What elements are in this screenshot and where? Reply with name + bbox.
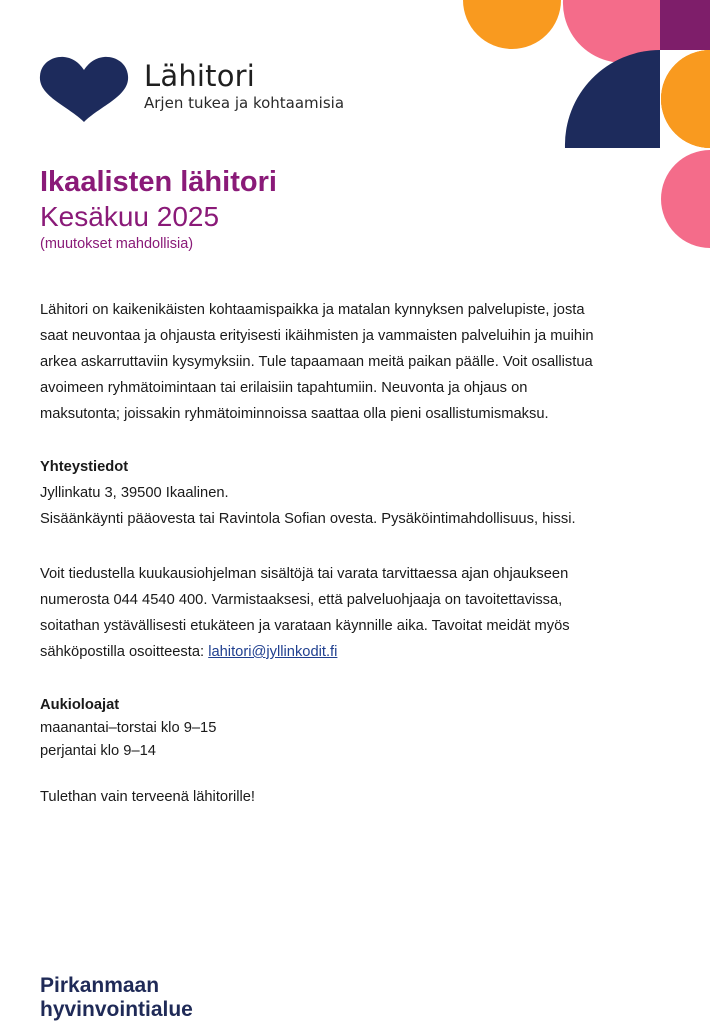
- pink-semicircle-shape: [661, 150, 710, 248]
- page-subtitle: Kesäkuu 2025: [40, 201, 220, 232]
- page-title: Ikaalisten lähitori: [40, 166, 277, 198]
- intro-line: arkea askarruttaviin kysymyksiin. Tule tapaamaan meitä paikan päälle. Voit osallistua: [40, 354, 593, 370]
- logo-tagline: Arjen tukea ja kohtaamisia: [144, 94, 345, 112]
- orange-semicircle-shape: [463, 0, 561, 49]
- info-line: numerosta 044 4540 400. Varmistaaksesi, että palveluohjaaja on tavoitettavissa,: [40, 592, 563, 608]
- changes-note: (muutokset mahdollisia): [40, 236, 194, 252]
- closing-text: Tulethan vain terveenä lähitorille!: [40, 789, 255, 805]
- hours-line: perjantai klo 9–14: [40, 743, 156, 759]
- info-line: Voit tiedustella kuukausiohjelman sisältöjä tai varata tarvittaessa ajan ohjaukseen: [40, 566, 569, 582]
- contact-address: Jyllinkatu 3, 39500 Ikaalinen.: [40, 485, 229, 501]
- info-line: soitathan ystävällisesti etukäteen ja varataan käynnille aika. Tavoitat meidät myös: [40, 618, 570, 634]
- footer-logo: [40, 974, 193, 1022]
- intro-line: avoimeen ryhmätoimintaan tai erilaisiin tapahtumiin. Neuvonta ja ohjaus on: [40, 380, 528, 396]
- info-paragraph: [40, 561, 680, 665]
- intro-line: maksutonta; joissakin ryhmätoiminnoissa saattaa olla pieni osallistumismaksu.: [40, 406, 549, 422]
- email-prefix: sähköpostilla osoitteesta:: [40, 644, 209, 660]
- intro-line: Lähitori on kaikenikäisten kohtaamispaikka ja matalan kynnyksen palvelupiste, josta: [40, 302, 585, 318]
- intro-paragraph: [40, 297, 680, 427]
- hours-heading: Aukioloajat: [40, 697, 120, 713]
- footer-logo-line: Pirkanmaan: [40, 974, 160, 997]
- intro-line: saat neuvontaa ja ohjausta erityisesti ikäihmisten ja vammaisten palveluihin ja muihin: [40, 328, 594, 344]
- contact-heading: Yhteystiedot: [40, 459, 129, 475]
- purple-block-shape: [660, 0, 710, 50]
- logo-name: Lähitori: [144, 59, 256, 93]
- orange-round-shape: [661, 50, 710, 148]
- hours-line: maanantai–torstai klo 9–15: [40, 720, 217, 736]
- info-email-line: [40, 639, 680, 665]
- heart-icon: [38, 56, 130, 124]
- email-link[interactable]: lahitori@jyllinkodit.fi: [208, 644, 338, 660]
- contact-entrance: Sisäänkäynti pääovesta tai Ravintola Sofian ovesta. Pysäköintimahdollisuus, hissi.: [40, 511, 576, 527]
- footer-logo-line: hyvinvointialue: [40, 998, 193, 1021]
